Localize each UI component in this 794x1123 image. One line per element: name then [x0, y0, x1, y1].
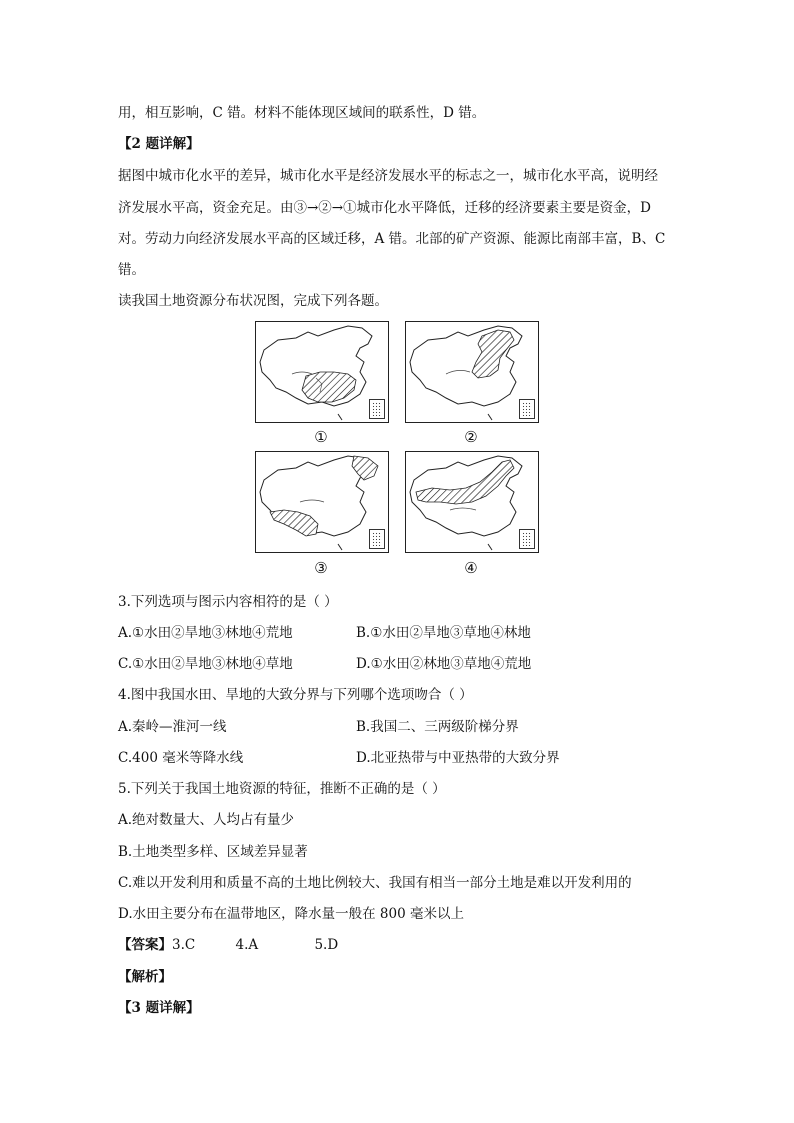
- q4-option-b: B.我国二、三两级阶梯分界: [356, 719, 519, 735]
- q3-option-b: B.①水田②旱地③草地④林地: [356, 625, 531, 641]
- question-4-stem: 4.图中我国水田、旱地的大致分界与下列哪个选项吻合（ ）: [118, 687, 473, 703]
- q4-option-d: D.北亚热带与中亚热带的大致分界: [356, 750, 560, 766]
- line-1: 用，相互影响，C 错。材料不能体现区域间的联系性，D 错。: [118, 105, 486, 121]
- q5-option-d: D.水田主要分布在温带地区，降水量一般在 800 毫米以上: [118, 906, 464, 922]
- map-1-label: ①: [314, 428, 328, 446]
- map-2-label: ②: [464, 428, 478, 446]
- map-4-label: ④: [464, 559, 478, 577]
- question-5-stem: 5.下列关于我国土地资源的特征，推断不正确的是（ ）: [118, 781, 446, 797]
- q3-option-c: C.①水田②旱地③林地④草地: [118, 656, 293, 672]
- answer-3: 3.C: [172, 937, 196, 953]
- south-sea-inset-icon: [369, 529, 385, 549]
- map-4: [405, 451, 539, 553]
- q5-option-c: C.难以开发利用和质量不高的土地比例较大、我国有相当一部分土地是难以开发利用的: [118, 875, 632, 891]
- line-3: 据图中城市化水平的差异，城市化水平是经济发展水平的标志之一，城市化水平高，说明经: [118, 168, 658, 184]
- question-3-stem: 3.下列选项与图示内容相符的是（ ）: [118, 594, 338, 610]
- section-heading-2: 【2 题详解】: [118, 136, 200, 152]
- line-4: 济发展水平高，资金充足。由③→②→①城市化水平降低，迁移的经济要素主要是资金，D: [118, 200, 651, 216]
- answer-label: 【答案】: [118, 937, 172, 953]
- q5-option-b: B.土地类型多样、区域差异显著: [118, 844, 308, 860]
- q4-option-c: C.400 毫米等降水线: [118, 750, 244, 766]
- section-heading-3: 【3 题详解】: [118, 1000, 200, 1016]
- map-3: [255, 451, 389, 553]
- south-sea-inset-icon: [519, 399, 535, 419]
- south-sea-inset-icon: [369, 399, 385, 419]
- line-6: 错。: [118, 262, 145, 278]
- map-1: [255, 321, 389, 423]
- line-5: 对。劳动力向经济发展水平高的区域迁移，A 错。北部的矿产资源、能源比南部丰富，B、C: [118, 231, 666, 247]
- south-sea-inset-icon: [519, 529, 535, 549]
- analysis-heading: 【解析】: [118, 969, 172, 985]
- q3-option-d: D.①水田②林地③草地④荒地: [356, 656, 532, 672]
- answer-5: 5.D: [314, 937, 339, 953]
- q4-option-a: A.秦岭—淮河一线: [118, 719, 227, 735]
- map-2: [405, 321, 539, 423]
- answer-4: 4.A: [235, 937, 259, 953]
- q3-option-a: A.①水田②旱地③林地④荒地: [118, 625, 293, 641]
- map-3-label: ③: [314, 559, 328, 577]
- land-resource-maps: [242, 318, 542, 578]
- q5-option-a: A.绝对数量大、人均占有量少: [118, 812, 295, 828]
- line-7: 读我国土地资源分布状况图，完成下列各题。: [118, 293, 388, 309]
- answer-line: [118, 935, 338, 955]
